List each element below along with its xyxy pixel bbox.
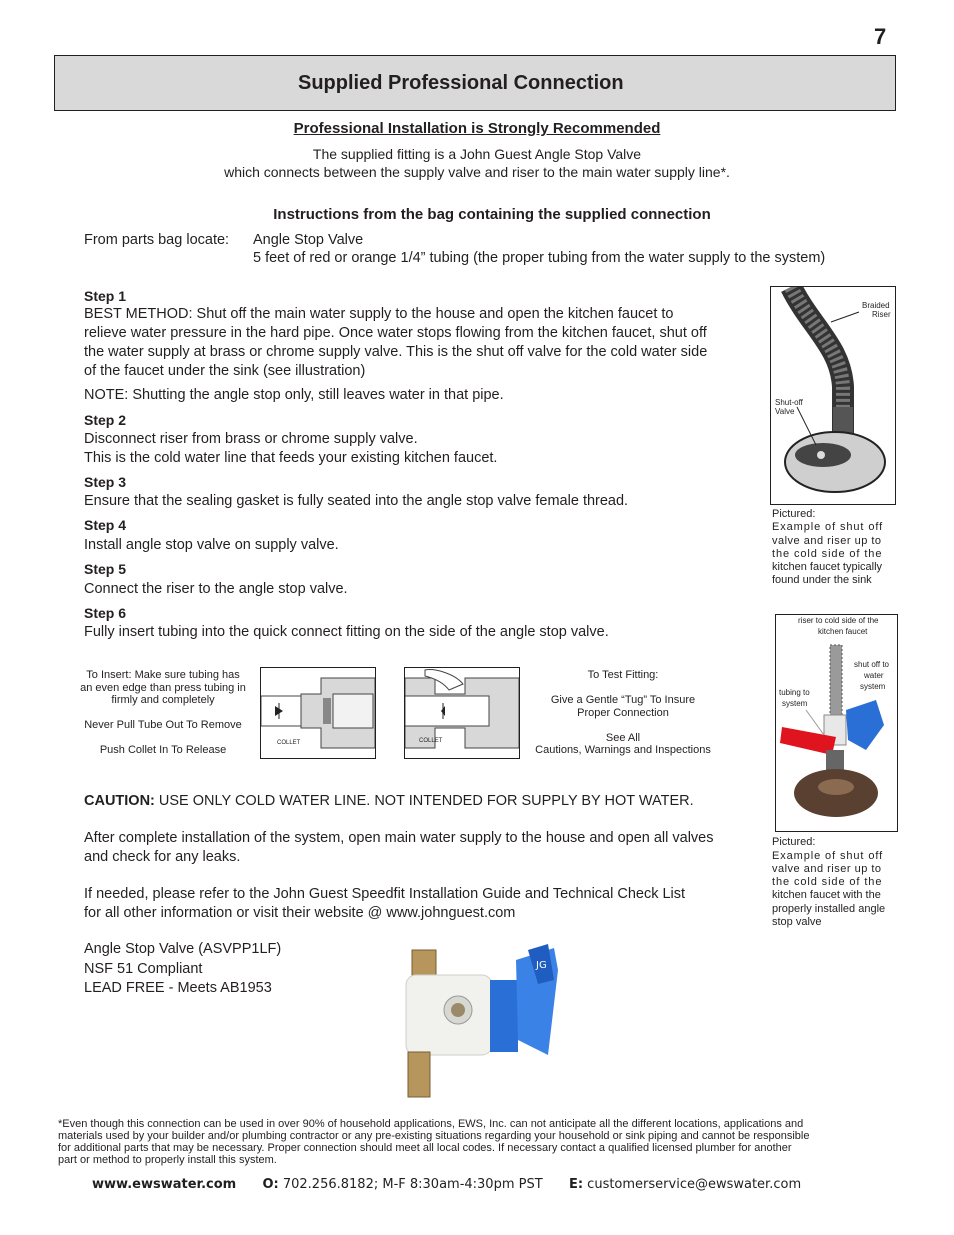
recommendation-heading: Professional Installation is Strongly Recommended [293,120,661,137]
step-1-label: Step 1 [84,288,127,304]
test-text: To Test Fitting: [587,669,659,681]
tubing-label-2: system [782,699,808,708]
insert-diagram [260,667,376,759]
photo1-caption-3: valve and riser up to [772,535,882,547]
refer-line-2: for all other information or visit their website @ www.johnguest.com [84,905,516,921]
photo1-caption-2: Example of shut off [772,521,884,533]
step-6-line-1: Fully insert tubing into the quick connect fitting on the side of the angle stop valve. [84,624,609,640]
photo2-caption-2: Example of shut off [772,850,884,862]
disclaimer-line-3: for additional parts that may be necessary. Proper connection should meet all local codes. If necessary contact a qualified licensed plumber for another [58,1142,792,1154]
installed-valve-illustration [776,615,897,831]
step-2-line-2: This is the cold water line that feeds your existing kitchen faucet. [84,450,498,466]
instructions-heading: Instructions from the bag containing the supplied connection [273,206,711,223]
parts-item-1: Angle Stop Valve [253,232,364,248]
page-title: Supplied Professional Connection [298,72,624,94]
tubing-label-1: tubing to [779,688,810,697]
test-diagram [404,667,520,759]
svg-text:JG: JG [536,960,547,971]
photo1-caption-6: found under the sink [772,574,872,586]
photo2-caption-7: stop valve [772,916,822,928]
angle-stop-valve-illustration [398,940,564,1100]
parts-item-2: 5 feet of red or orange 1/4” tubing (the proper tubing from the water supply to the system) [253,250,826,266]
shutoff-water-label-3: system [860,682,886,691]
caution-label: CAUTION: [84,793,155,809]
riser-valve-photo [770,286,896,505]
riser-label-2: kitchen faucet [818,627,868,636]
website-link[interactable]: www.ewswater.com [92,1177,237,1192]
step-4-line-1: Install angle stop valve on supply valve. [84,537,339,553]
after-install-2: and check for any leaks. [84,849,241,865]
step-1-line-2: relieve water pressure in the hard pipe. Once water stops flowing from the kitchen faucet, shut off [84,325,707,341]
collet-label-left: COLLET [277,740,301,746]
shutoff-label-2: Valve [775,407,795,416]
disclaimer-line-1: *Even though this connection can be used in over 90% of household applications, EWS, Inc. can not anticipate all the different locations, applications and [58,1118,804,1130]
product-lead: LEAD FREE - Meets AB1953 [84,980,272,996]
see-all-text-2: Cautions, Warnings and Inspections [535,744,711,756]
shutoff-label-1: Shut-off [775,398,803,407]
see-all-text-1: See All [605,732,641,744]
step-4-label: Step 4 [84,517,127,533]
caution-text: USE ONLY COLD WATER LINE. NOT INTENDED FOR SUPPLY BY HOT WATER. [154,793,694,809]
push-collet-text: Push Collet In To Release [99,744,227,756]
step-1-line-1: BEST METHOD: Shut off the main water supply to the house and open the kitchen faucet to [84,306,674,322]
step-3-line-1: Ensure that the sealing gasket is fully seated into the angle stop valve female thread. [84,493,629,509]
email-address[interactable]: customerservice@ewswater.com [583,1177,802,1192]
insert-text-2: an even edge than press tubing in [80,682,246,694]
step-1-line-3: the water supply at brass or chrome supply valve. This is the shut off valve for the cold water side [84,344,708,360]
phone-number[interactable]: 702.256.8182; M-F 8:30am-4:30pm PST [278,1177,543,1192]
tug-text-2: Proper Connection [577,707,669,719]
collet-label-right: COLLET [419,738,443,744]
footer-contact [92,1177,801,1192]
step-6-label: Step 6 [84,605,127,621]
riser-label-1: riser to cold side of the [798,616,879,625]
page-number: 7 [874,24,887,49]
disclaimer-line-2: materials used by your builder and/or plumbing contractor or any pre-existing situations regarding your household or sink piping and cannot be responsible [58,1130,810,1142]
refer-line-1: If needed, please refer to the John Guest Speedfit Installation Guide and Technical Check List [84,886,686,902]
photo1-caption-5: kitchen faucet typically [772,561,883,573]
step-5-line-1: Connect the riser to the angle stop valve. [84,581,348,597]
step-2-label: Step 2 [84,412,127,428]
phone-label: O: [262,1177,279,1192]
never-pull-text: Never Pull Tube Out To Remove [84,719,242,731]
disclaimer-line-4: part or method to properly install this system. [58,1154,277,1166]
step-5-label: Step 5 [84,561,127,577]
braided-label-1: Braided [862,301,890,310]
intro-line-1: The supplied fitting is a John Guest Angle Stop Valve [312,146,642,162]
note-text: NOTE: Shutting the angle stop only, still leaves water in that pipe. [84,387,504,403]
photo2-caption-5: kitchen faucet with the [772,889,881,901]
photo1-caption-1: Pictured: [772,508,816,520]
braided-label-2: Riser [872,310,891,319]
insert-text-1: To Insert: Make sure tubing has [86,669,240,681]
photo1-caption-4: the cold side of the [772,548,883,560]
step-1-line-4: of the faucet under the sink (see illustration) [84,363,366,379]
product-name: Angle Stop Valve (ASVPP1LF) [84,941,282,957]
installed-valve-photo [775,614,898,832]
step-3-label: Step 3 [84,474,127,490]
after-install-1: After complete installation of the system, open main water supply to the house and open all valves [84,830,714,846]
product-nsf: NSF 51 Compliant [84,961,203,977]
photo2-caption-4: the cold side of the [772,876,883,888]
step-2-line-1: Disconnect riser from brass or chrome supply valve. [84,431,418,447]
email-label: E: [568,1177,584,1192]
photo2-caption-3: valve and riser up to [772,863,882,875]
caution-line [84,792,694,811]
photo2-caption-6: properly installed angle [772,903,886,915]
insert-text-3: firmly and completely [111,694,215,706]
parts-label: From parts bag locate: [84,232,230,248]
intro-line-2: which connects between the supply valve and riser to the main water supply line*. [224,164,730,180]
shutoff-water-label-2: water [864,671,884,680]
shutoff-water-label-1: shut off to [854,660,889,669]
tug-text-1: Give a Gentle “Tug” To Insure [550,694,696,706]
photo2-caption-1: Pictured: [772,836,816,848]
angle-stop-valve-photo [398,940,564,1100]
